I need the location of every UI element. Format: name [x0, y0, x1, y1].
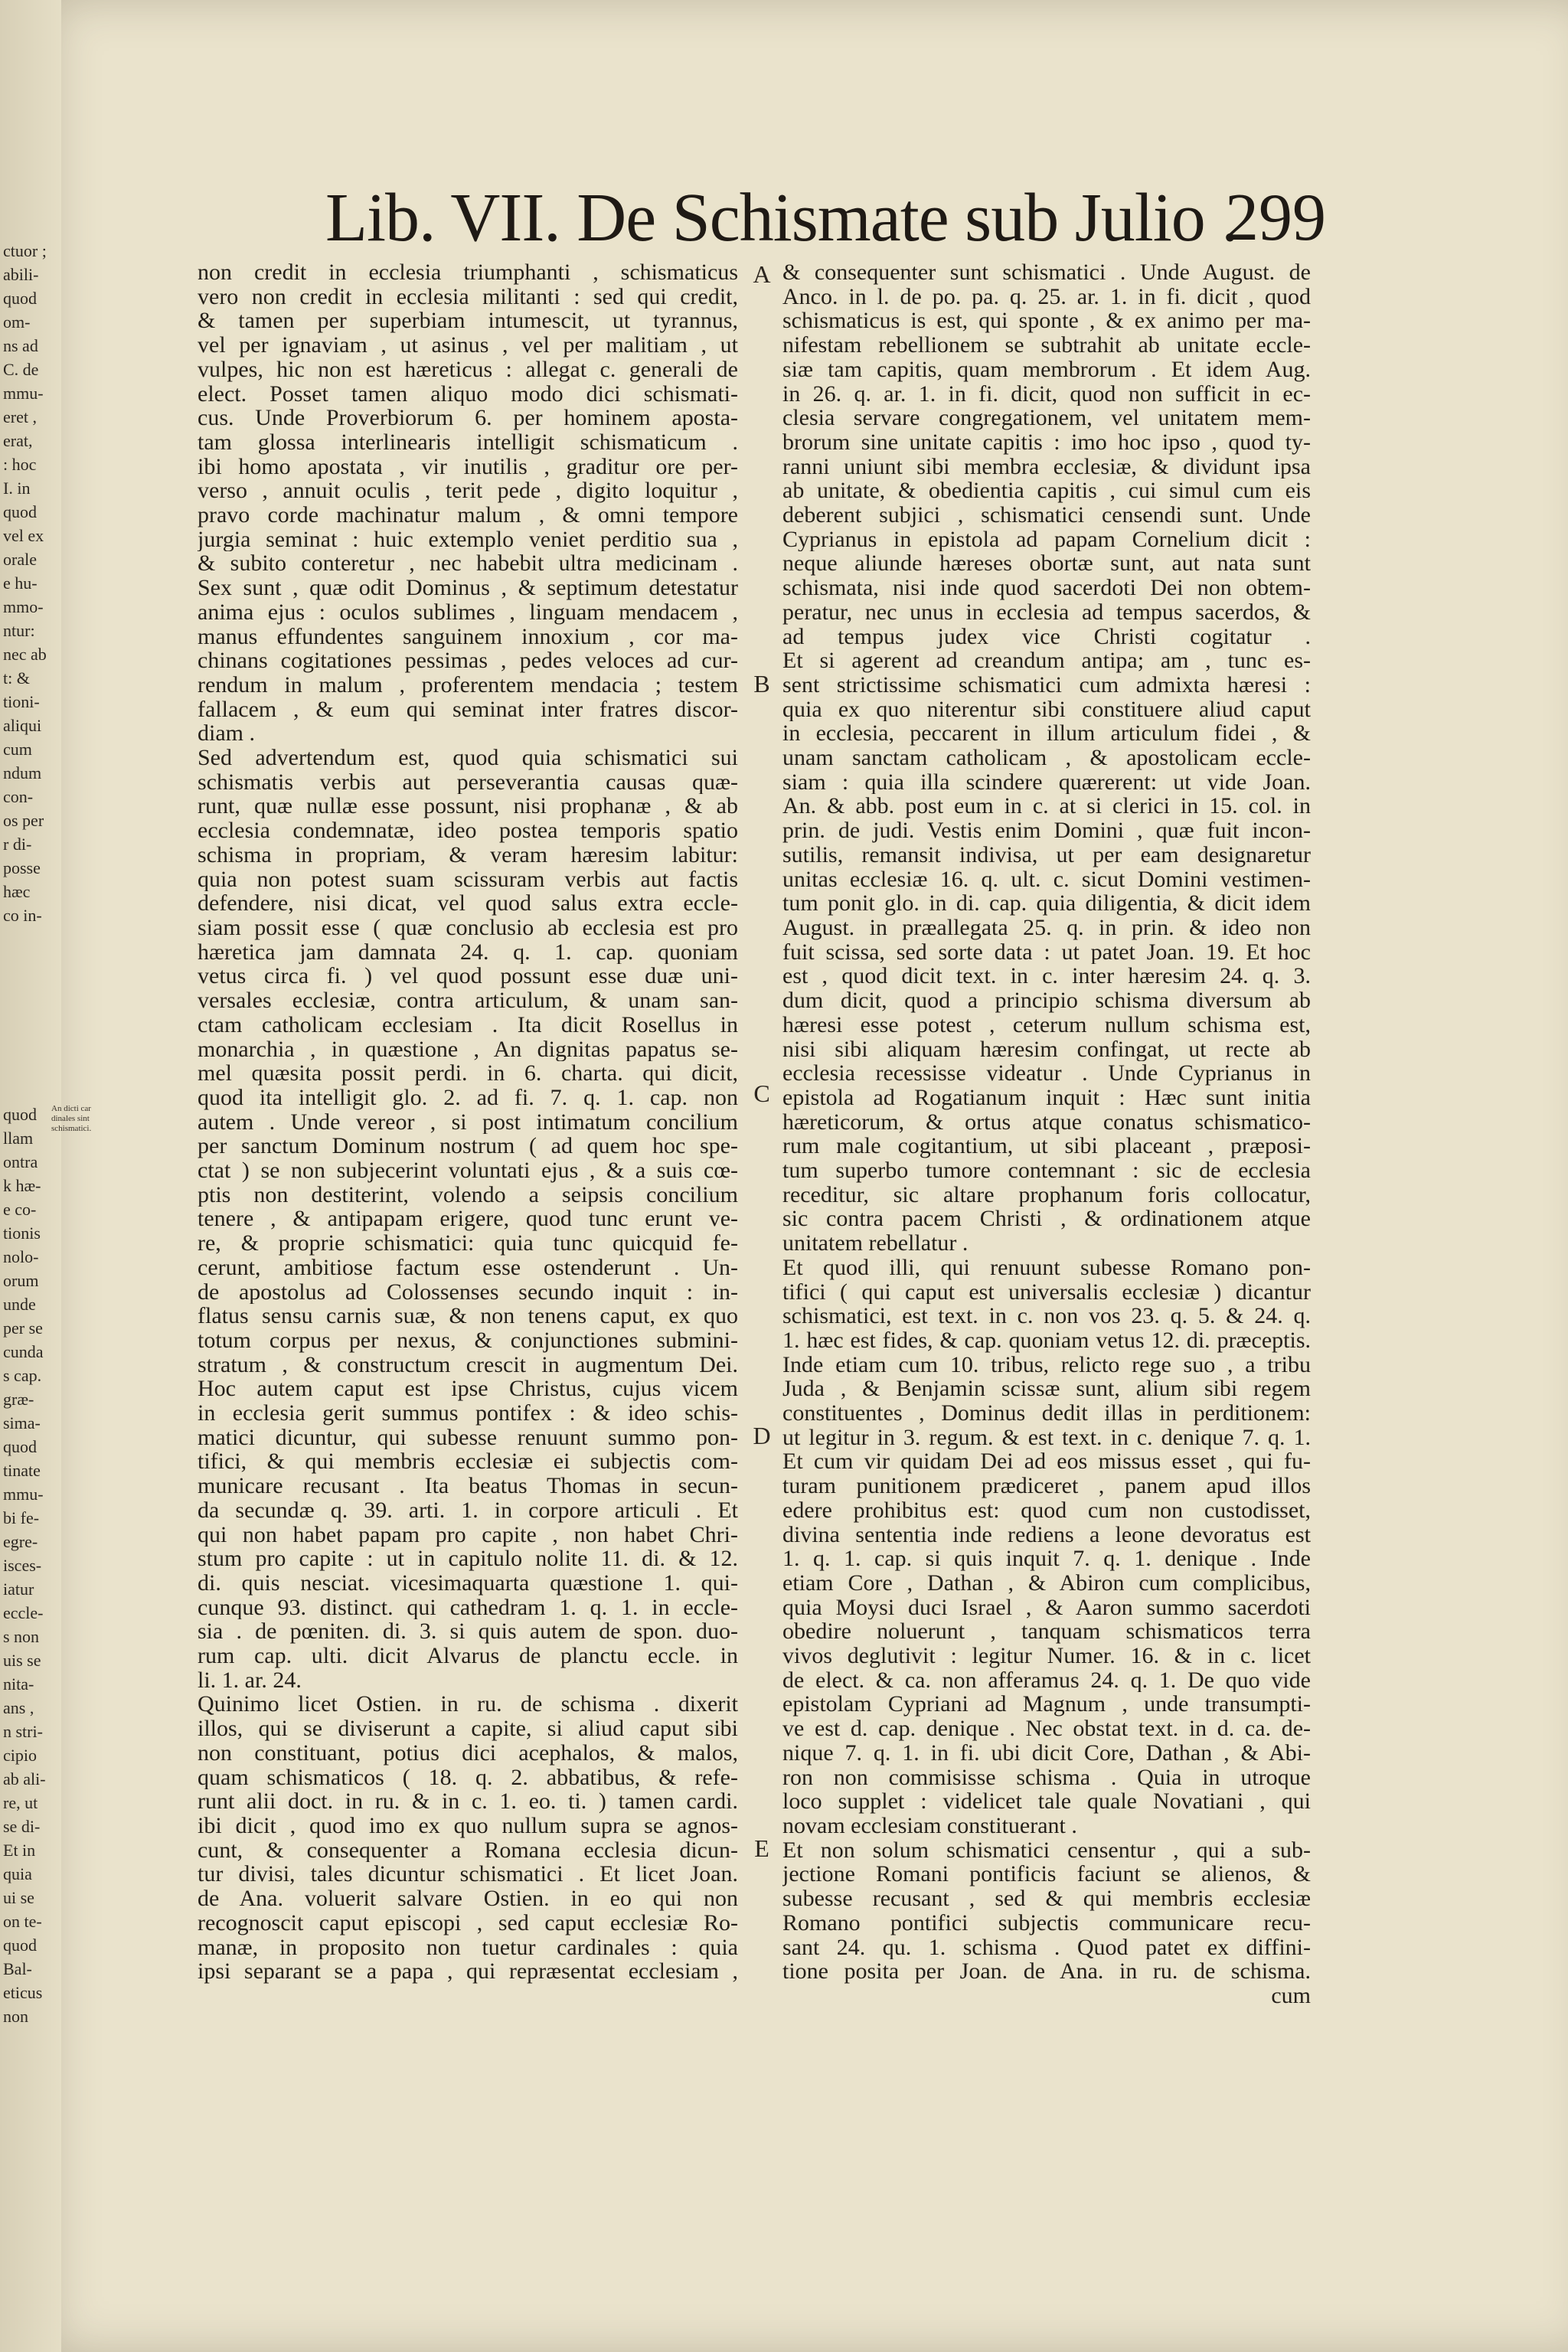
previous-page-line: I. in	[3, 479, 31, 498]
text-line: tifici ( qui caput est universalis ecclesiæ ) dicantur	[782, 1279, 1311, 1305]
previous-page-line: eret ,	[3, 407, 37, 426]
previous-page-line: co in-	[3, 906, 42, 925]
text-line: sant 24. qu. 1. schisma . Quod patet ex diffini-	[782, 1935, 1311, 1960]
text-line: stum pro capite : ut in capitulo nolite 11. di. & 12.	[198, 1547, 738, 1571]
text-line: mel quæsita possit perdi. in 6. charta. qui dicit,	[198, 1061, 738, 1086]
text-line: Quinimo licet Ostien. in ru. de schisma . dixerit	[198, 1692, 738, 1717]
previous-page-line: s non	[3, 1627, 40, 1646]
text-line: subesse recusant , sed & qui membris ecclesiæ	[782, 1886, 1311, 1911]
text-line: vero non credit in ecclesia militanti : sed qui credit,	[198, 284, 738, 309]
text-line: cunque 93. distinct. qui cathedram 1. q. 1. in eccle-	[198, 1595, 738, 1620]
text-line: jurgia seminat : huic extemplo veniet perditio sua ,	[198, 527, 738, 552]
text-line: cum	[1271, 1983, 1311, 2008]
text-line: matici dicuntur, qui subesse renuunt summo pon-	[198, 1425, 738, 1450]
previous-page-line: s cap.	[3, 1366, 42, 1385]
text-line: Anco. in l. de po. pa. q. 25. ar. 1. in fi. dicit , quod	[782, 284, 1311, 309]
text-line: prin. de judi. Vestis enim Domini , quæ fuit incon-	[782, 818, 1311, 843]
previous-page-line: Et in	[3, 1841, 36, 1860]
text-line: schismaticus is est, qui sponte , & ex animo per ma-	[782, 309, 1311, 334]
text-line: ab unitate, & obedientia capitis , cui simul cum eis	[782, 479, 1311, 504]
text-line: Et non solum schismatici censentur , qui a sub-	[782, 1838, 1311, 1863]
text-line: ctat ) se non subjecerint voluntati ejus , & a suis cœ-	[198, 1158, 738, 1183]
previous-page-line: iatur	[3, 1579, 34, 1599]
text-line: obedire noluerunt , tanquam schismaticos terra	[782, 1619, 1311, 1645]
previous-page-line: orale	[3, 550, 37, 569]
text-line: in ecclesia, peccarent in illum articulum fidei , &	[782, 721, 1311, 746]
text-line: ve est d. cap. denique . Nec obstat text. in d. ca. de-	[782, 1717, 1311, 1741]
previous-page-line: abili-	[3, 265, 39, 284]
text-line: hæresi esse potest , ceterum nullum schisma est,	[782, 1012, 1311, 1037]
text-line: cerunt, ambitiose factum esse ostenderunt . Un-	[198, 1255, 738, 1280]
text-line: Sed advertendum est, quod quia schismatici sui	[198, 746, 738, 770]
previous-page-line: k hæ-	[3, 1176, 41, 1195]
text-line: quia Moysi duci Israel , & Aaron summo sacerdoti	[782, 1595, 1311, 1620]
previous-page-line: Bal-	[3, 1959, 32, 1978]
previous-page-line: quod	[3, 289, 37, 308]
text-line: de Ana. voluerit salvare Ostien. in eo qui non	[198, 1886, 738, 1911]
previous-page-line: quod	[3, 1936, 37, 1955]
text-line: vulpes, hic non est hæreticus : allegat c. generali de	[198, 357, 738, 382]
previous-page-line: nolo-	[3, 1247, 39, 1266]
previous-page-line: ntur:	[3, 621, 35, 640]
previous-page-line: on te-	[3, 1912, 42, 1931]
text-line: unitatem rebellatur .	[782, 1231, 969, 1256]
text-line: sic contra pacem Christi , & ordinationem atque	[782, 1207, 1311, 1232]
text-line: cus. Unde Proverbiorum 6. per hominem aposta-	[198, 406, 738, 430]
text-line: tenere , & antipapam erigere, quod tunc erunt ve-	[198, 1207, 738, 1232]
text-line: totum corpus per nexus, & conjunctiones submini-	[198, 1328, 738, 1353]
text-line: rum male cogitantium, ut sibi placeant , præposi-	[782, 1134, 1311, 1159]
text-line: quam schismaticos ( 18. q. 2. abbatibus, & refe-	[198, 1765, 738, 1790]
previous-page-line: mmu-	[3, 384, 44, 403]
text-line: vel per ignaviam , ut asinus , vel per malitiam , ut	[198, 333, 738, 358]
text-line: quod ita intelligit glo. 2. ad fi. 7. q. 1. cap. non	[198, 1085, 738, 1110]
text-line: nisi sibi aliquam hæresim confingat, ut recte ab	[782, 1037, 1311, 1062]
previous-page-line: quod	[3, 1105, 37, 1124]
text-line: stratum , & constructum crescit in augmentum Dei.	[198, 1352, 738, 1377]
side-note: An dicti car dinales sint schismatici.	[51, 1104, 92, 1133]
text-line: deberent subjici , schismatici censendi sunt. Unde	[782, 503, 1311, 528]
previous-page-line: orum	[3, 1271, 39, 1290]
text-line: runt alii doct. in ru. & in c. 1. eo. ti. ) tamen cardi.	[198, 1789, 738, 1814]
text-line: & consequenter sunt schismatici . Unde August. de	[782, 260, 1311, 285]
previous-page-line: om-	[3, 312, 31, 332]
previous-page-line: egre-	[3, 1532, 38, 1551]
page-title: Lib. VII. De Schismate sub Julio .	[325, 180, 1238, 256]
text-line: turam punitionem prædiceret , panem apud illos	[782, 1474, 1311, 1498]
text-line: ecclesia condemnatæ, ideo postea temporis spatio	[198, 818, 738, 843]
previous-page-line: re, ut	[3, 1793, 38, 1812]
previous-page-line: unde	[3, 1295, 36, 1314]
text-line: schismatici, est text. in c. non vos 23. q. 5. & 24. q.	[782, 1304, 1311, 1328]
text-line: dum dicit, quod a principio schisma diversum ab	[782, 988, 1311, 1013]
text-line: nifestam rebellionem se subtrahit ab unitate eccle-	[782, 333, 1311, 358]
text-line: sutilis, remansit indivisa, ut per eam designaretur	[782, 842, 1311, 867]
text-line: ron non commisisse schisma . Quia in utroque	[782, 1765, 1311, 1790]
text-line: monarchia , in quæstione , An dignitas papatus se-	[198, 1037, 738, 1062]
text-line: schisma in propriam, & veram hæresim labitur:	[198, 842, 738, 867]
text-line: tum ponit glo. in di. cap. quia diligentia, & dicit idem	[782, 891, 1311, 916]
text-line: Hoc autem caput est ipse Christus, cujus vicem	[198, 1377, 738, 1402]
text-line: elect. Posset tamen aliquo modo dici schismati-	[198, 381, 738, 407]
text-line: An. & abb. post eum in c. at si clerici in 15. col. in	[782, 794, 1311, 819]
text-line: siam possit esse ( quæ conclusio ab ecclesia est pro	[198, 915, 738, 940]
text-line: li. 1. ar. 24.	[198, 1668, 302, 1693]
text-line: nique 7. q. 1. in fi. ubi dicit Core, Dathan , & Abi-	[782, 1740, 1311, 1766]
text-line: chinans cogitationes pessimas , pedes veloces ad cur-	[198, 648, 738, 673]
text-line: Juda , & Benjamin scissæ sunt, alium sibi regem	[782, 1377, 1311, 1402]
text-line: constituentes , Dominus dedit illas in perditionem:	[782, 1401, 1311, 1426]
text-line: ecclesia recessisse videatur . Unde Cyprianus in	[782, 1061, 1311, 1086]
previous-page-line: per se	[3, 1318, 43, 1338]
text-line: di. quis nesciat. vicesimaquarta quæstione 1. qui-	[198, 1570, 738, 1596]
text-line: fallacem , & eum qui seminat inter fratres discor-	[198, 697, 738, 722]
previous-page-line: sima-	[3, 1413, 41, 1432]
text-line: Et cum vir quidam Dei ad eos missus esset , qui fu-	[782, 1449, 1311, 1475]
previous-page-line: uis se	[3, 1651, 41, 1670]
previous-page-line: ctuor ;	[3, 241, 47, 260]
previous-page-line: eccle-	[3, 1603, 44, 1622]
previous-page-line: e hu-	[3, 573, 38, 593]
text-line: schismatis verbis aut perseverantia causas quæ-	[198, 769, 738, 795]
text-line: defendere, nisi dicat, vel quod salus extra eccle-	[198, 891, 738, 916]
text-line: ctam catholicam ecclesiam . Ita dicit Rosellus in	[198, 1012, 738, 1037]
text-line: tam glossa interlinearis intelligit schismaticum .	[198, 430, 738, 455]
text-line: Romano pontifici subjectis communicare recu-	[782, 1910, 1311, 1936]
text-line: tifici, & qui membris ecclesiæ ei subjectis com-	[198, 1449, 738, 1475]
previous-page-fragments-top	[0, 239, 61, 927]
text-line: brorum sine unitate capitis : imo hoc ipso , quod ty-	[782, 430, 1311, 455]
text-line: municare recusant . Ita beatus Thomas in secun-	[198, 1474, 738, 1498]
previous-page-line: non	[3, 2007, 28, 2026]
previous-page-line: ab ali-	[3, 1769, 46, 1788]
previous-page-line: tionis	[3, 1223, 41, 1243]
text-line: 1. hæc est fides, & cap. quoniam vetus 12. di. præceptis.	[782, 1328, 1311, 1353]
text-line: novam ecclesiam constituerant .	[782, 1814, 1077, 1838]
text-line: qui non habet papam pro capite , non habet Chri-	[198, 1522, 738, 1547]
text-line: unitas ecclesiæ 16. q. ult. c. sicut Domini vestimen-	[782, 867, 1311, 892]
previous-page-line: t: &	[3, 668, 30, 688]
text-line: August. in præallegata 25. q. in prin. & ideo non	[782, 915, 1311, 940]
text-line: siæ tam capitis, quam membrorum . Et idem Aug.	[782, 357, 1311, 382]
previous-page-line: græ-	[3, 1390, 34, 1409]
previous-page-line: quod	[3, 1437, 37, 1456]
text-line: Sex sunt , quæ odit Dominus , & septimum detestatur	[198, 576, 738, 600]
text-line: quia ex quo niterentur sibi constituere aliud caput	[782, 697, 1311, 722]
previous-page-line: nec ab	[3, 645, 47, 664]
text-line: ibi homo apostata , vir inutilis , graditur ore per-	[198, 454, 738, 479]
text-line: verso , annuit oculis , terit pede , digito loquitur ,	[198, 479, 738, 504]
previous-page-line: n stri-	[3, 1722, 43, 1741]
text-line: hæreticorum, & ortus atque conatus schismatico-	[782, 1109, 1311, 1135]
text-line: ad tempus judex vice Christi cogitatur .	[782, 624, 1311, 649]
previous-page-line: ndum	[3, 763, 42, 782]
text-line: ipsi separant se a papa , qui repræsentat ecclesiam ,	[198, 1959, 738, 1984]
previous-page-line: erat,	[3, 431, 33, 450]
page-number: 299	[1225, 181, 1326, 255]
text-line: etiam Core , Dathan , & Abiron cum complicibus,	[782, 1570, 1311, 1596]
text-line: unam sanctam catholicam , & apostolicam eccle-	[782, 746, 1311, 770]
previous-page-line: : hoc	[3, 455, 37, 474]
text-line: runt, quæ nullæ esse possunt, nisi prophanæ , & ab	[198, 794, 738, 819]
text-line: anima ejus : oculos sublimes , linguam mendacem ,	[198, 599, 738, 625]
text-line: non constituant, potius dici acephalos, & malos,	[198, 1740, 738, 1766]
text-line: vivos deglutivit : legitur Numer. 16. & in c. licet	[782, 1644, 1311, 1668]
text-line: Inde etiam cum 10. tribus, relicto rege suo , a tribu	[782, 1352, 1311, 1377]
text-line: ptis non destiterint, volendo a seipsis concilium	[198, 1182, 738, 1207]
previous-page-line: isces-	[3, 1556, 42, 1575]
previous-page-line: ui se	[3, 1888, 34, 1907]
text-line: per sanctum Dominum nostrum ( ad quem hoc spe-	[198, 1134, 738, 1159]
previous-page-line: vel ex	[3, 526, 44, 545]
previous-page-line: mmu-	[3, 1485, 44, 1504]
previous-page-line: eticus	[3, 1983, 43, 2002]
text-line: re, & proprie schismatici: quia tunc quicquid fe-	[198, 1231, 738, 1256]
right-column	[782, 260, 1311, 2008]
text-line: da secundæ q. 39. arti. 1. in corpore articuli . Et	[198, 1498, 738, 1523]
text-line: pravo corde machinatur malum , & omni tempore	[198, 503, 738, 528]
previous-page-line: con-	[3, 787, 34, 806]
previous-page-line: posse	[3, 858, 41, 877]
text-line: manus effundentes sanguinem innoxium , cor ma-	[198, 624, 738, 649]
section-letter-c: C	[753, 1080, 770, 1107]
section-letter-d: D	[753, 1422, 771, 1449]
text-line: fuit scissa, sed sorte data : ut patet Joan. 19. Et hoc	[782, 939, 1311, 965]
previous-page-line: mmo-	[3, 597, 44, 616]
text-line: ranni uniunt sibi membra ecclesiæ, & dividunt ipsa	[782, 454, 1311, 479]
text-line: clesia servare congregationem, vel unitatem mem-	[782, 406, 1311, 430]
previous-page-line: C. de	[3, 360, 39, 379]
text-line: tum superbo tumore contemnant : sic de ecclesia	[782, 1158, 1311, 1183]
text-line: rum cap. ulti. dicit Alvarus de planctu eccle. in	[198, 1644, 738, 1668]
section-letter-e: E	[754, 1834, 769, 1862]
previous-page-line: ns ad	[3, 336, 38, 355]
text-line: vetus circa fi. ) vel quod possunt esse duæ uni-	[198, 964, 738, 989]
previous-page-line: quia	[3, 1864, 32, 1883]
previous-page-line: llam	[3, 1129, 34, 1148]
text-line: diam .	[198, 721, 255, 746]
previous-page-line: cunda	[3, 1342, 44, 1361]
text-line: quia non potest suam scissuram verbis aut factis	[198, 867, 738, 892]
text-line: autem . Unde vereor , si post intimatum concilium	[198, 1109, 738, 1135]
previous-page-line: hæc	[3, 882, 31, 901]
text-line: manæ, in proposito non tuetur cardinales : quia	[198, 1935, 738, 1960]
text-line: receditur, sic altare prophanum foris collocatur,	[782, 1182, 1311, 1207]
text-line: Cyprianus in epistola ad papam Cornelium dicit :	[782, 527, 1311, 552]
previous-page-line: se di-	[3, 1817, 41, 1836]
text-line: recognoscit caput episcopi , sed caput ecclesiæ Ro-	[198, 1910, 738, 1936]
text-line: non credit in ecclesia triumphanti , schismaticus	[198, 260, 738, 285]
previous-page-line: tioni-	[3, 692, 40, 711]
section-letter-a: A	[753, 260, 771, 288]
previous-page-fragments-bottom	[0, 1102, 61, 2028]
text-line: schismata, nisi inde quod sacerdoti Dei non obtem-	[782, 576, 1311, 600]
text-line: in 26. q. ar. 1. in fi. dicit, quod non sufficit in ec-	[782, 381, 1311, 407]
left-column	[198, 260, 738, 1984]
previous-page-line: cum	[3, 740, 32, 759]
text-line: rendum in malum , proferentem mendacia ; testem	[198, 672, 738, 697]
text-line: Et quod illi, qui renuunt subesse Romano pon-	[782, 1255, 1311, 1280]
text-line: & tamen per superbiam intumescit, ut tyrannus,	[198, 309, 738, 334]
text-line: 1. q. 1. cap. si quis inquit 7. q. 1. denique . Inde	[782, 1547, 1311, 1571]
text-line: tione posita per Joan. de Ana. in ru. de schisma.	[782, 1959, 1311, 1984]
text-line: epistolam Cypriani ad Magnum , unde transumpti-	[782, 1692, 1311, 1717]
text-line: versales ecclesiæ, contra articulum, & unam san-	[198, 988, 738, 1013]
previous-page-line: tinate	[3, 1461, 41, 1480]
text-line: est , quod dicit text. in c. inter hæresim 24. q. 3.	[782, 964, 1311, 989]
text-line: tur divisi, tales dicuntur schismatici . Et licet Joan.	[198, 1862, 738, 1887]
text-line: cunt, & consequenter a Romana ecclesia dicun-	[198, 1838, 738, 1863]
text-line: hæretica jam damnata 24. q. 1. cap. quoniam	[198, 939, 738, 965]
text-line: illos, qui se diviserunt a capite, si aliud caput sibi	[198, 1717, 738, 1741]
previous-page-line: cipio	[3, 1746, 37, 1765]
text-line: peratur, nec unus in ecclesia ad tempus sacerdos, &	[782, 599, 1311, 625]
section-letter-b: B	[753, 670, 770, 697]
text-line: sia . de pœniten. di. 3. si quis autem de spon. duo-	[198, 1619, 738, 1645]
text-line: & subito conteretur , nec habebit ultra medicinam .	[198, 551, 738, 577]
text-line: edere prohibitus est: quod cum non custodisset,	[782, 1498, 1311, 1523]
text-line: ibi dicit , quod imo ex quo nullum supra se agnos-	[198, 1814, 738, 1838]
previous-page-line: ontra	[3, 1152, 38, 1171]
text-line: sent strictissime schismatici cum admixta hæresi :	[782, 672, 1311, 697]
text-line: neque aliunde hæreses obortæ sunt, aut nata sunt	[782, 551, 1311, 577]
text-line: loco supplet : videlicet tale quale Novatiani , qui	[782, 1789, 1311, 1814]
previous-page-line: aliqui	[3, 716, 42, 735]
text-line: Et si agerent ad creandum antipa; am , tunc es-	[782, 648, 1311, 673]
text-line: divina sententia inde rediens a leone devoratus est	[782, 1522, 1311, 1547]
previous-page-line: e co-	[3, 1200, 37, 1219]
previous-page-line: ans ,	[3, 1698, 34, 1717]
text-line: epistola ad Rogatianum inquit : Hæc sunt initia	[782, 1085, 1311, 1110]
text-line: jectione Romani pontificis faciunt se alienos, &	[782, 1862, 1311, 1887]
text-line: flatus sensu carnis suæ, & non tenens caput, ex quo	[198, 1304, 738, 1328]
text-line: ut legitur in 3. regum. & est text. in c. denique 7. q. 1.	[782, 1425, 1311, 1450]
previous-page-line: bi fe-	[3, 1508, 40, 1527]
previous-page-line: quod	[3, 502, 37, 521]
text-line: siam : quia illa scindere quærerent: ut vide Joan.	[782, 769, 1311, 795]
previous-page-edge	[0, 0, 61, 2352]
previous-page-line: r di-	[3, 835, 32, 854]
previous-page-line: nita-	[3, 1674, 34, 1694]
text-line: in ecclesia gerit summus pontifex : & ideo schis-	[198, 1401, 738, 1426]
running-head	[0, 172, 1568, 256]
text-line: de apostolus ad Colossenses secundo inquit : in-	[198, 1279, 738, 1305]
text-line: de elect. & ca. non afferamus 24. q. 1. De quo vide	[782, 1668, 1311, 1693]
previous-page-line: os per	[3, 811, 44, 830]
